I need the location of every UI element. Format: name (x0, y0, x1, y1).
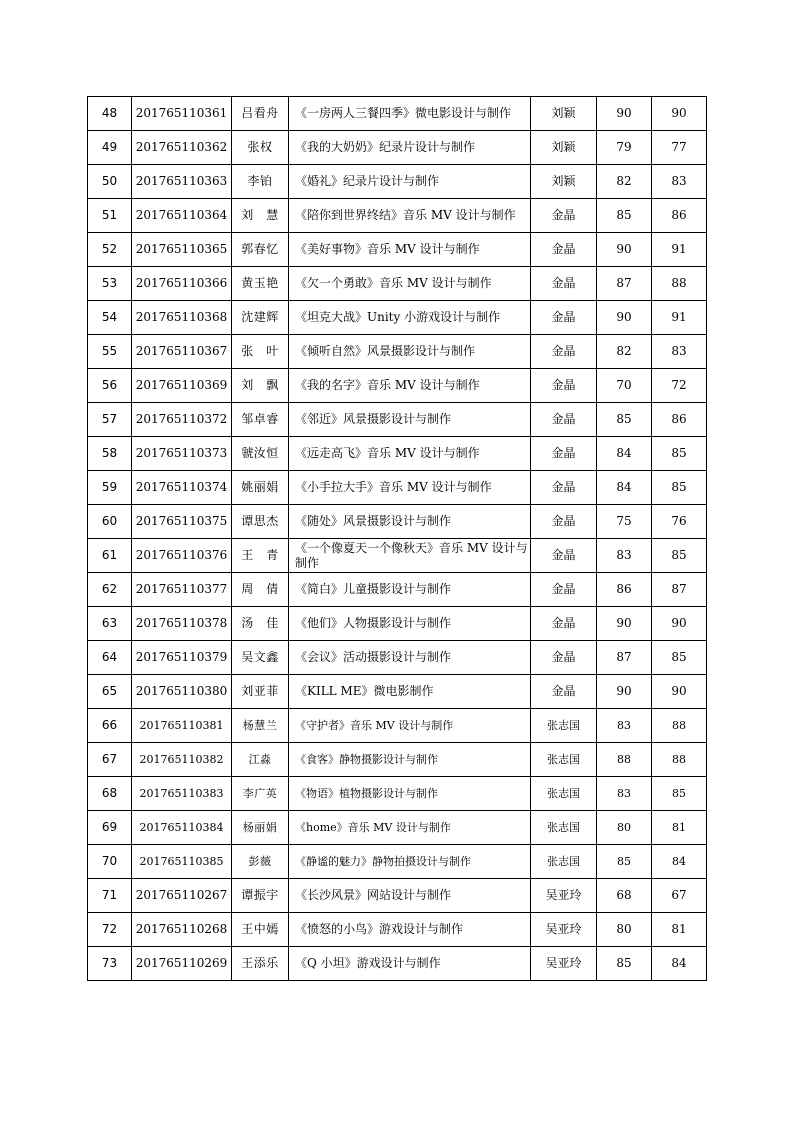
student-id: 201765110377 (132, 573, 232, 607)
table-row (88, 709, 707, 743)
score-2: 87 (652, 573, 707, 607)
student-id: 201765110267 (132, 879, 232, 913)
student-name: 邹卓睿 (232, 403, 289, 437)
score-1: 80 (597, 811, 652, 845)
advisor-name: 张志国 (531, 811, 597, 845)
advisor-name: 张志国 (531, 845, 597, 879)
score-1: 86 (597, 573, 652, 607)
table-row (88, 369, 707, 403)
table-row (88, 233, 707, 267)
advisor-name: 金晶 (531, 675, 597, 709)
row-number: 68 (88, 777, 132, 811)
score-2: 91 (652, 233, 707, 267)
score-1: 85 (597, 199, 652, 233)
advisor-name: 刘颖 (531, 131, 597, 165)
score-1: 70 (597, 369, 652, 403)
table-row (88, 573, 707, 607)
project-title: 《愤怒的小鸟》游戏设计与制作 (289, 913, 531, 947)
score-2: 72 (652, 369, 707, 403)
student-name: 刘亚菲 (232, 675, 289, 709)
advisor-name: 金晶 (531, 403, 597, 437)
project-title: 《陪你到世界终结》音乐 MV 设计与制作 (289, 199, 531, 233)
row-number: 72 (88, 913, 132, 947)
score-2: 86 (652, 403, 707, 437)
score-1: 82 (597, 165, 652, 199)
table-row (88, 301, 707, 335)
project-title: 《我的大奶奶》纪录片设计与制作 (289, 131, 531, 165)
table-row (88, 403, 707, 437)
advisor-name: 金晶 (531, 335, 597, 369)
student-name: 刘 慧 (232, 199, 289, 233)
student-id: 201765110379 (132, 641, 232, 675)
student-id: 201765110372 (132, 403, 232, 437)
table-body (88, 97, 707, 981)
row-number: 51 (88, 199, 132, 233)
score-2: 84 (652, 947, 707, 981)
student-id: 201765110365 (132, 233, 232, 267)
row-number: 71 (88, 879, 132, 913)
table-row (88, 607, 707, 641)
student-id: 201765110361 (132, 97, 232, 131)
advisor-name: 吴亚玲 (531, 913, 597, 947)
row-number: 69 (88, 811, 132, 845)
table-row (88, 675, 707, 709)
student-id: 201765110364 (132, 199, 232, 233)
score-1: 79 (597, 131, 652, 165)
student-name: 杨慧兰 (232, 709, 289, 743)
score-2: 86 (652, 199, 707, 233)
score-2: 81 (652, 913, 707, 947)
table-row (88, 845, 707, 879)
score-1: 84 (597, 437, 652, 471)
advisor-name: 金晶 (531, 233, 597, 267)
score-2: 85 (652, 777, 707, 811)
student-name: 王中嫣 (232, 913, 289, 947)
table-row (88, 131, 707, 165)
project-title: 《一个像夏天一个像秋天》音乐 MV 设计与制作 (289, 539, 531, 573)
row-number: 58 (88, 437, 132, 471)
row-number: 70 (88, 845, 132, 879)
project-title: 《婚礼》纪录片设计与制作 (289, 165, 531, 199)
table-row (88, 539, 707, 573)
row-number: 62 (88, 573, 132, 607)
student-name: 汤 佳 (232, 607, 289, 641)
project-title: 《小手拉大手》音乐 MV 设计与制作 (289, 471, 531, 505)
project-title: 《坦克大战》Unity 小游戏设计与制作 (289, 301, 531, 335)
row-number: 60 (88, 505, 132, 539)
student-name: 郭春忆 (232, 233, 289, 267)
student-id: 201765110366 (132, 267, 232, 301)
advisor-name: 张志国 (531, 777, 597, 811)
row-number: 64 (88, 641, 132, 675)
advisor-name: 刘颖 (531, 165, 597, 199)
score-1: 90 (597, 97, 652, 131)
score-1: 75 (597, 505, 652, 539)
row-number: 73 (88, 947, 132, 981)
score-2: 88 (652, 709, 707, 743)
score-2: 81 (652, 811, 707, 845)
project-title: 《会议》活动摄影设计与制作 (289, 641, 531, 675)
advisor-name: 吴亚玲 (531, 947, 597, 981)
score-2: 83 (652, 335, 707, 369)
project-title: 《欠一个勇敢》音乐 MV 设计与制作 (289, 267, 531, 301)
student-id: 201765110268 (132, 913, 232, 947)
project-title: 《随处》风景摄影设计与制作 (289, 505, 531, 539)
student-id: 201765110375 (132, 505, 232, 539)
grade-table (87, 96, 707, 981)
student-name: 黄玉艳 (232, 267, 289, 301)
score-2: 85 (652, 539, 707, 573)
advisor-name: 金晶 (531, 267, 597, 301)
score-1: 90 (597, 675, 652, 709)
student-name: 虢汝恒 (232, 437, 289, 471)
score-2: 85 (652, 437, 707, 471)
student-id: 201765110269 (132, 947, 232, 981)
table-row (88, 947, 707, 981)
score-2: 84 (652, 845, 707, 879)
score-2: 67 (652, 879, 707, 913)
advisor-name: 金晶 (531, 607, 597, 641)
project-title: 《home》音乐 MV 设计与制作 (289, 811, 531, 845)
score-2: 85 (652, 641, 707, 675)
row-number: 55 (88, 335, 132, 369)
student-name: 张权 (232, 131, 289, 165)
project-title: 《食客》静物摄影设计与制作 (289, 743, 531, 777)
student-id: 201765110382 (132, 743, 232, 777)
row-number: 54 (88, 301, 132, 335)
score-1: 85 (597, 947, 652, 981)
table-row (88, 913, 707, 947)
student-id: 201765110384 (132, 811, 232, 845)
student-name: 姚丽娟 (232, 471, 289, 505)
score-1: 83 (597, 539, 652, 573)
score-1: 90 (597, 233, 652, 267)
advisor-name: 金晶 (531, 199, 597, 233)
student-name: 杨丽娟 (232, 811, 289, 845)
score-1: 90 (597, 301, 652, 335)
row-number: 65 (88, 675, 132, 709)
row-number: 61 (88, 539, 132, 573)
score-2: 90 (652, 675, 707, 709)
score-2: 91 (652, 301, 707, 335)
project-title: 《KILL ME》微电影制作 (289, 675, 531, 709)
student-id: 201765110383 (132, 777, 232, 811)
project-title: 《美好事物》音乐 MV 设计与制作 (289, 233, 531, 267)
score-2: 88 (652, 743, 707, 777)
score-2: 77 (652, 131, 707, 165)
student-name: 周 倩 (232, 573, 289, 607)
row-number: 49 (88, 131, 132, 165)
score-1: 87 (597, 641, 652, 675)
table-row (88, 505, 707, 539)
student-id: 201765110367 (132, 335, 232, 369)
student-id: 201765110374 (132, 471, 232, 505)
table-row (88, 811, 707, 845)
score-2: 90 (652, 607, 707, 641)
project-title: 《静谧的魅力》静物拍摄设计与制作 (289, 845, 531, 879)
student-name: 刘 飘 (232, 369, 289, 403)
student-id: 201765110385 (132, 845, 232, 879)
table-row (88, 471, 707, 505)
student-id: 201765110373 (132, 437, 232, 471)
advisor-name: 张志国 (531, 743, 597, 777)
advisor-name: 金晶 (531, 641, 597, 675)
score-1: 88 (597, 743, 652, 777)
student-id: 201765110380 (132, 675, 232, 709)
student-name: 彭薇 (232, 845, 289, 879)
table-row (88, 335, 707, 369)
table-row (88, 437, 707, 471)
table-row (88, 743, 707, 777)
advisor-name: 金晶 (531, 471, 597, 505)
student-name: 谭思杰 (232, 505, 289, 539)
student-id: 201765110378 (132, 607, 232, 641)
score-1: 85 (597, 845, 652, 879)
project-title: 《邻近》风景摄影设计与制作 (289, 403, 531, 437)
student-id: 201765110376 (132, 539, 232, 573)
advisor-name: 金晶 (531, 369, 597, 403)
project-title: 《简白》儿童摄影设计与制作 (289, 573, 531, 607)
project-title: 《远走高飞》音乐 MV 设计与制作 (289, 437, 531, 471)
student-name: 张 叶 (232, 335, 289, 369)
row-number: 67 (88, 743, 132, 777)
student-name: 江淼 (232, 743, 289, 777)
advisor-name: 张志国 (531, 709, 597, 743)
advisor-name: 吴亚玲 (531, 879, 597, 913)
student-name: 沈建辉 (232, 301, 289, 335)
project-title: 《长沙风景》网站设计与制作 (289, 879, 531, 913)
score-2: 90 (652, 97, 707, 131)
student-name: 王 青 (232, 539, 289, 573)
score-1: 83 (597, 777, 652, 811)
advisor-name: 刘颖 (531, 97, 597, 131)
table-row (88, 641, 707, 675)
student-name: 吴文鑫 (232, 641, 289, 675)
score-2: 76 (652, 505, 707, 539)
table-row (88, 165, 707, 199)
project-title: 《倾听自然》风景摄影设计与制作 (289, 335, 531, 369)
row-number: 48 (88, 97, 132, 131)
score-1: 84 (597, 471, 652, 505)
score-1: 82 (597, 335, 652, 369)
table-row (88, 199, 707, 233)
row-number: 53 (88, 267, 132, 301)
student-name: 李广英 (232, 777, 289, 811)
student-id: 201765110381 (132, 709, 232, 743)
score-1: 87 (597, 267, 652, 301)
score-2: 85 (652, 471, 707, 505)
table-row (88, 97, 707, 131)
score-2: 83 (652, 165, 707, 199)
score-1: 68 (597, 879, 652, 913)
row-number: 52 (88, 233, 132, 267)
table-row (88, 879, 707, 913)
advisor-name: 金晶 (531, 301, 597, 335)
project-title: 《我的名字》音乐 MV 设计与制作 (289, 369, 531, 403)
row-number: 63 (88, 607, 132, 641)
student-name: 谭振宇 (232, 879, 289, 913)
advisor-name: 金晶 (531, 505, 597, 539)
student-id: 201765110368 (132, 301, 232, 335)
advisor-name: 金晶 (531, 437, 597, 471)
table-row (88, 777, 707, 811)
row-number: 56 (88, 369, 132, 403)
student-name: 吕看舟 (232, 97, 289, 131)
project-title: 《他们》人物摄影设计与制作 (289, 607, 531, 641)
row-number: 57 (88, 403, 132, 437)
advisor-name: 金晶 (531, 573, 597, 607)
student-id: 201765110363 (132, 165, 232, 199)
student-name: 王添乐 (232, 947, 289, 981)
score-1: 85 (597, 403, 652, 437)
score-1: 80 (597, 913, 652, 947)
project-title: 《守护者》音乐 MV 设计与制作 (289, 709, 531, 743)
score-1: 83 (597, 709, 652, 743)
student-name: 李铂 (232, 165, 289, 199)
table-row (88, 267, 707, 301)
score-2: 88 (652, 267, 707, 301)
project-title: 《物语》植物摄影设计与制作 (289, 777, 531, 811)
row-number: 59 (88, 471, 132, 505)
project-title: 《Q 小坦》游戏设计与制作 (289, 947, 531, 981)
row-number: 50 (88, 165, 132, 199)
student-id: 201765110369 (132, 369, 232, 403)
advisor-name: 金晶 (531, 539, 597, 573)
project-title: 《一房两人三餐四季》微电影设计与制作 (289, 97, 531, 131)
score-1: 90 (597, 607, 652, 641)
student-id: 201765110362 (132, 131, 232, 165)
row-number: 66 (88, 709, 132, 743)
